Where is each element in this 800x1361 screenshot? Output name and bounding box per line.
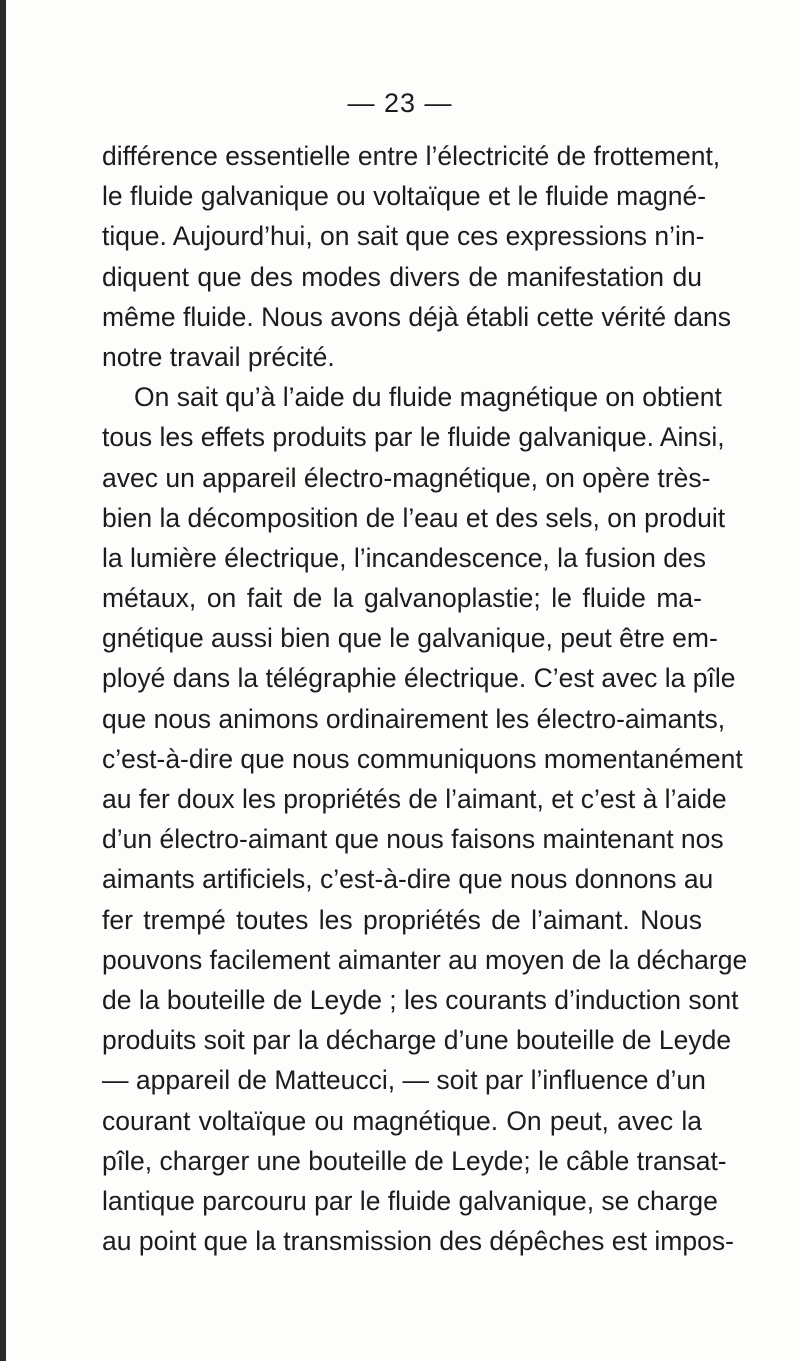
text-line: fer trempé toutes les propriétés de l’aimant. Nous xyxy=(102,904,702,935)
text-line: aimants artificiels, c’est-à-dire que nous donnons au xyxy=(102,864,714,895)
text-line: que nous animons ordinairement les électro-aimants, xyxy=(102,703,726,734)
text-line: diquent que des modes divers de manifestation du xyxy=(102,261,702,292)
text-line: au fer doux les propriétés de l’aimant, et c’est à l’aide xyxy=(102,784,727,814)
body-text xyxy=(102,136,748,1261)
page-number: — 23 — xyxy=(347,88,453,118)
text-line: même fluide. Nous avons déjà établi cette vérité dans xyxy=(102,301,731,332)
text-line: métaux, on fait de la galvanoplastie; le fluide ma- xyxy=(102,583,702,614)
text-line: d’un électro-aimant que nous faisons maintenant nos xyxy=(102,824,724,855)
text-line: la lumière électrique, l’incandescence, la fusion des xyxy=(102,542,706,573)
text-line: produits soit par la décharge d’une bouteille de Leyde xyxy=(102,1025,732,1056)
text-line: bien la décomposition de l’eau et des sels, on produit xyxy=(102,502,726,533)
text-line: au point que la transmission des dépêches est impos- xyxy=(102,1226,734,1257)
text-line: de la bouteille de Leyde ; les courants d’induction sont xyxy=(102,984,739,1015)
text-line: gnétique aussi bien que le galvanique, peut être em- xyxy=(102,623,718,654)
text-line: On sait qu’à l’aide du fluide magnétique on obtient xyxy=(134,382,722,413)
text-line: pîle, charger une bouteille de Leyde; le câble transat- xyxy=(102,1145,727,1176)
text-line: tique. Aujourd’hui, on sait que ces expressions n’in- xyxy=(102,221,705,252)
text-line: tous les effets produits par le fluide galvanique. Ainsi, xyxy=(102,422,725,453)
text-line: — appareil de Matteucci, — soit par l’influence d’un xyxy=(102,1065,706,1096)
text-line: c’est-à-dire que nous communiquons momentanément xyxy=(102,743,743,774)
text-line: lantique parcouru par le fluide galvanique, se charge xyxy=(102,1185,718,1216)
page-edge-shadow xyxy=(0,0,6,1361)
text-line: différence essentielle entre l’électricité de frottement, xyxy=(102,141,721,171)
text-line: courant voltaïque ou magnétique. On peut, avec la xyxy=(102,1105,702,1136)
text-line: pouvons facilement aimanter au moyen de la décharge xyxy=(102,944,748,975)
text-line: ployé dans la télégraphie électrique. C’est avec la pîle xyxy=(102,663,736,694)
text-line: notre travail précité. xyxy=(102,341,335,372)
text-line: le fluide galvanique ou voltaïque et le fluide magné- xyxy=(102,181,707,212)
text-line: avec un appareil électro-magnétique, on opère très- xyxy=(102,462,711,493)
